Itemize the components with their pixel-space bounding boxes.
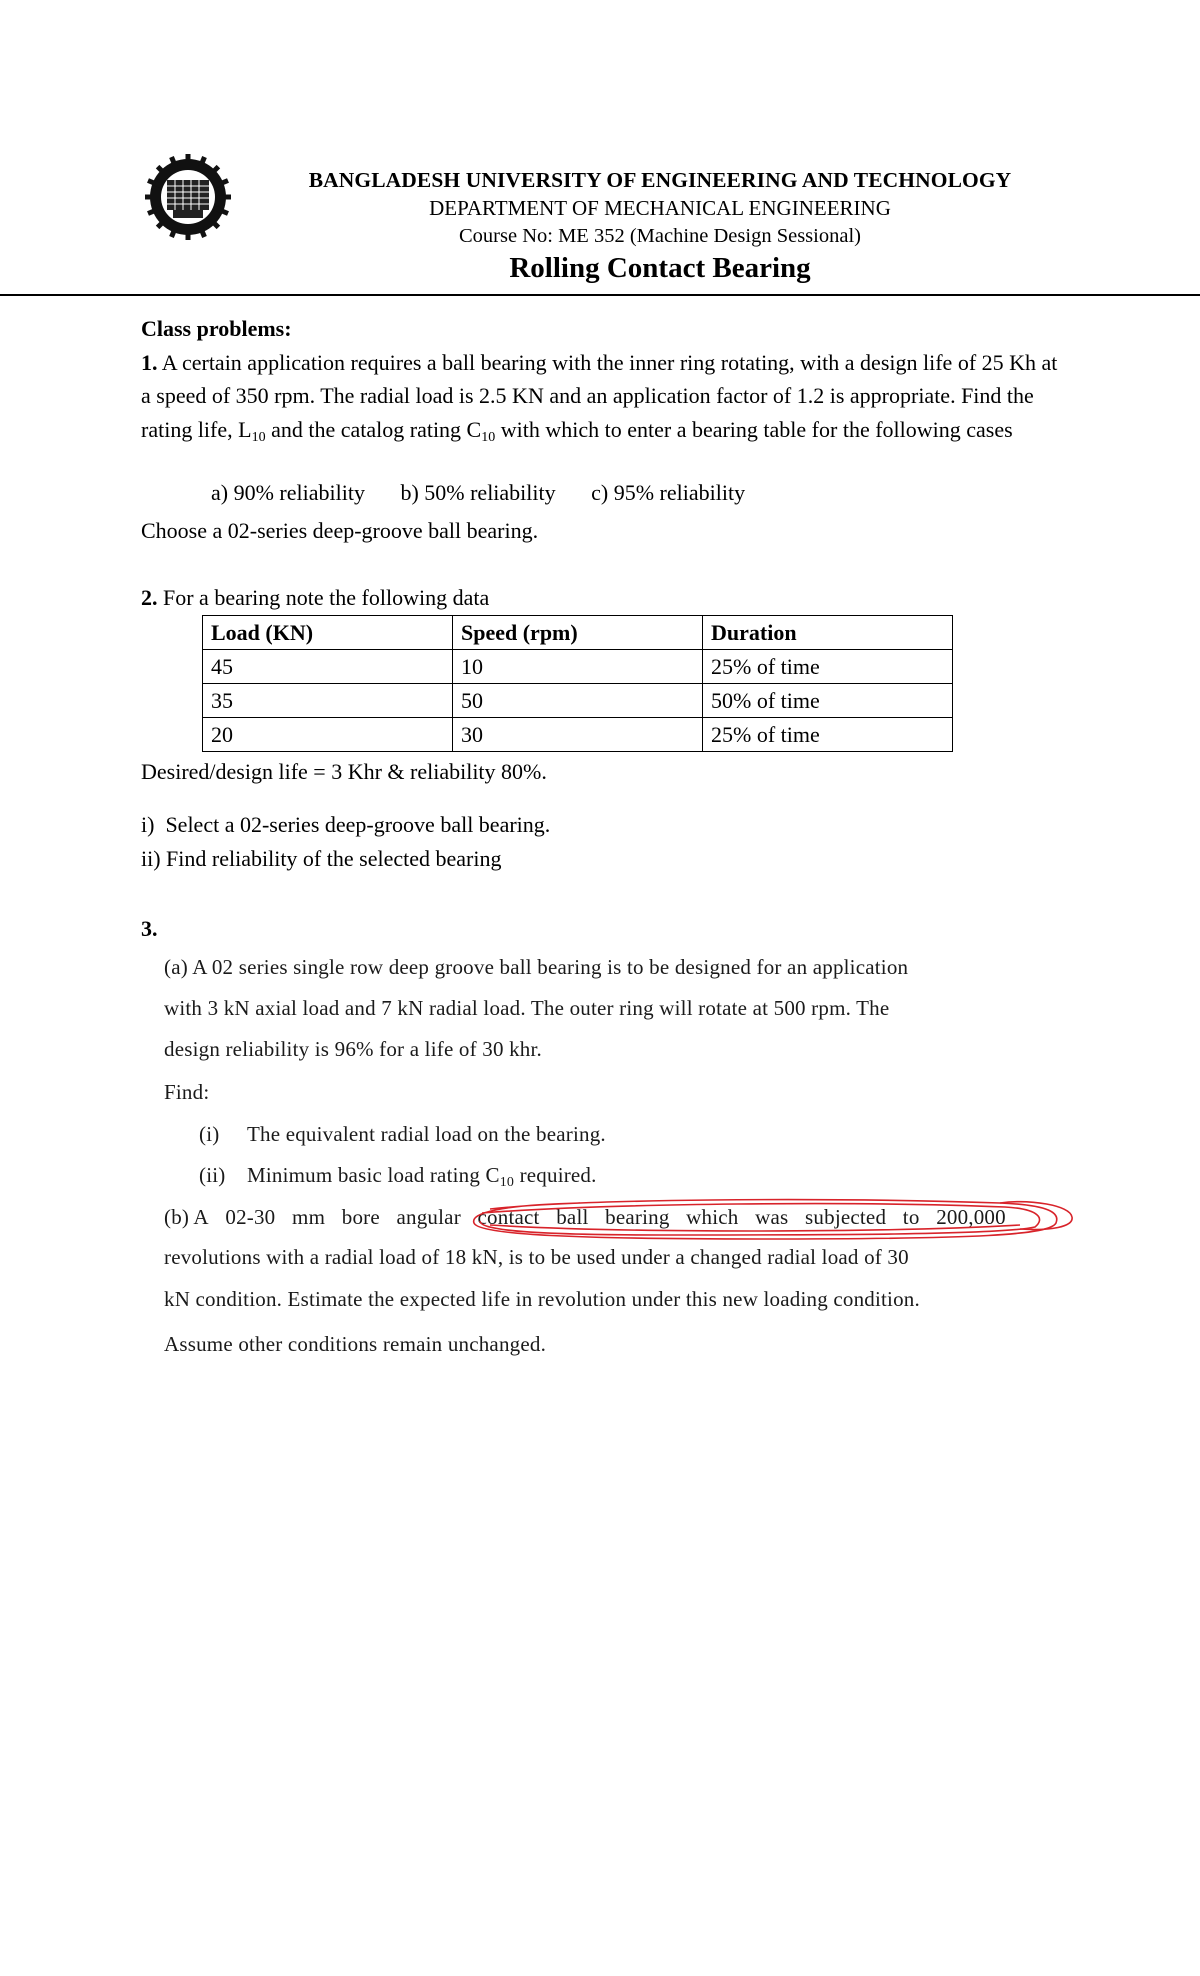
table-header: Speed (rpm) bbox=[453, 616, 703, 650]
problem-1-subscript-l: 10 bbox=[251, 429, 266, 445]
item-ii-number: (ii) bbox=[199, 1163, 226, 1187]
problem-2-intro bbox=[141, 581, 1071, 615]
table-row bbox=[203, 650, 953, 684]
table-cell: 50 bbox=[453, 684, 703, 718]
table-cell: 20 bbox=[203, 718, 453, 752]
course-info: Course No: ME 352 (Machine Design Sessional) bbox=[459, 225, 861, 247]
b-word: ball bbox=[556, 1205, 589, 1229]
problem-2-number: 2. bbox=[141, 585, 158, 610]
table-header: Load (KN) bbox=[203, 616, 453, 650]
problem-3b-line-4: Assume other conditions remain unchanged. bbox=[164, 1332, 547, 1356]
problem-3a-item-i bbox=[199, 1122, 1079, 1147]
b-word: 200,000 bbox=[936, 1205, 1006, 1229]
b-word: bearing bbox=[605, 1205, 670, 1229]
b-word: angular bbox=[396, 1205, 461, 1229]
problem-3a-line-3: design reliability is 96% for a life of 30 khr. bbox=[164, 1037, 542, 1061]
table-cell: 25% of time bbox=[703, 650, 953, 684]
problem-2-intro-text: For a bearing note the following data bbox=[157, 585, 490, 610]
b-word: (b) A bbox=[164, 1205, 209, 1229]
problem-3b-line-2: revolutions with a radial load of 18 kN, is to be used under a changed radial load of 30 bbox=[164, 1245, 909, 1269]
table-cell: 25% of time bbox=[703, 718, 953, 752]
case-c: c) 95% reliability bbox=[591, 480, 746, 505]
problem-2-item-i: i) Select a 02-series deep-groove ball bearing. bbox=[141, 812, 551, 837]
problem-1-text-c: with which to enter a bearing table for the following cases bbox=[495, 416, 1013, 442]
problem-1-text-a: A certain application requires a ball bearing with the inner ring rotating, with a design life of 25 Kh at a speed of 350 rpm. The radial load is 2.5 KN and an application factor of 1.2 is appropriate. Find the rating life, L bbox=[141, 349, 1058, 442]
item-i-number: (i) bbox=[199, 1122, 220, 1146]
department-name: DEPARTMENT OF MECHANICAL ENGINEERING bbox=[429, 196, 891, 220]
problem-1 bbox=[141, 312, 1071, 446]
b-word: 02-30 bbox=[225, 1205, 276, 1229]
page-title: Rolling Contact Bearing bbox=[509, 252, 811, 284]
table-cell: 35 bbox=[203, 684, 453, 718]
problem-1-instruction: Choose a 02-series deep-groove ball bearing. bbox=[141, 518, 539, 543]
item-ii-text-b: required. bbox=[514, 1163, 597, 1187]
problem-3a-line-2: with 3 kN axial load and 7 kN radial load. The outer ring will rotate at 500 rpm. The bbox=[164, 996, 890, 1020]
problem-1-number: 1. bbox=[141, 349, 158, 375]
table-cell: 30 bbox=[453, 718, 703, 752]
problem-1-text-b: and the catalog rating C bbox=[265, 416, 482, 442]
b-word: bore bbox=[341, 1205, 380, 1229]
case-a: a) 90% reliability bbox=[211, 480, 365, 505]
b-word: which bbox=[686, 1205, 739, 1229]
table-row bbox=[203, 684, 953, 718]
problem-3a-item-ii bbox=[199, 1163, 1079, 1191]
header-divider bbox=[0, 294, 1200, 296]
problem-1-cases bbox=[211, 480, 775, 506]
b-word: was bbox=[755, 1205, 789, 1229]
class-problems-heading: Class problems: bbox=[141, 316, 292, 341]
problem-3a-find: Find: bbox=[164, 1080, 210, 1104]
b-word: mm bbox=[292, 1205, 326, 1229]
item-ii-text-a: Minimum basic load rating C bbox=[247, 1163, 500, 1187]
problem-3b-line-3: kN condition. Estimate the expected life in revolution under this new loading condition. bbox=[164, 1287, 920, 1311]
problem-2-desired-life: Desired/design life = 3 Khr & reliability 80%. bbox=[141, 759, 547, 784]
table-cell: 10 bbox=[453, 650, 703, 684]
table-cell: 45 bbox=[203, 650, 453, 684]
table-header-row bbox=[203, 616, 953, 650]
problem-3-number: 3. bbox=[141, 916, 158, 941]
problem-3a-line-1: (a) A 02 series single row deep groove ball bearing is to be designed for an application bbox=[164, 955, 909, 979]
problem-2-item-ii: ii) Find reliability of the selected bearing bbox=[141, 846, 502, 871]
university-name: BANGLADESH UNIVERSITY OF ENGINEERING AND TECHNOLOGY bbox=[308, 168, 1012, 192]
problem-1-text bbox=[141, 346, 1071, 447]
b-word: to bbox=[902, 1205, 920, 1229]
problem-1-subscript-c: 10 bbox=[481, 429, 496, 445]
b-word: contact bbox=[477, 1205, 540, 1229]
problem-3b-line-1 bbox=[164, 1205, 1006, 1230]
item-i-text: The equivalent radial load on the bearing. bbox=[247, 1122, 606, 1146]
table-row bbox=[203, 718, 953, 752]
table-header: Duration bbox=[703, 616, 953, 650]
load-data-table bbox=[202, 615, 953, 752]
table-cell: 50% of time bbox=[703, 684, 953, 718]
case-b: b) 50% reliability bbox=[400, 480, 556, 505]
b-word: subjected bbox=[805, 1205, 887, 1229]
item-ii-subscript: 10 bbox=[499, 1175, 515, 1190]
